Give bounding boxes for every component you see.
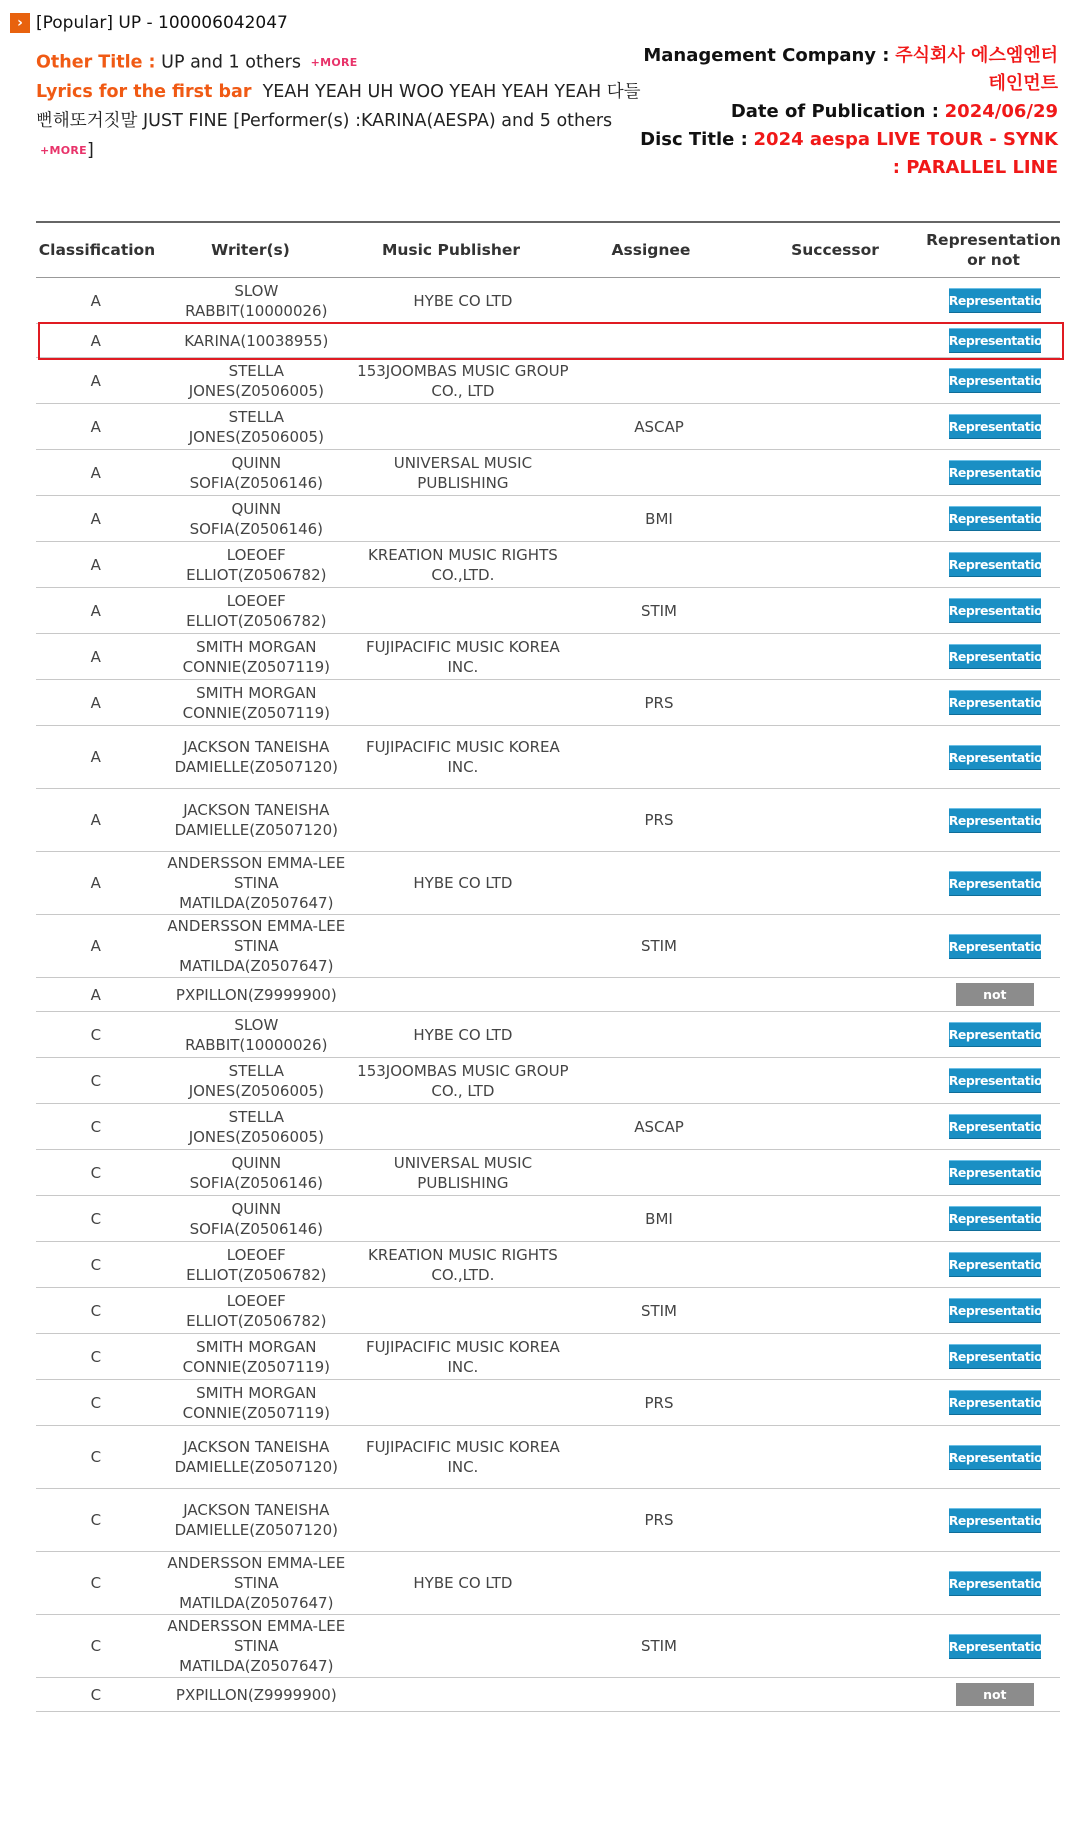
- cell-representation: [930, 1489, 1060, 1551]
- representation-button[interactable]: Representation: [949, 414, 1041, 439]
- cell-assignee: [569, 1334, 749, 1379]
- cell-assignee: [569, 1242, 749, 1287]
- cell-successor: [749, 1552, 929, 1614]
- cell-music-publisher: FUJIPACIFIC MUSIC KOREA INC.: [365, 637, 560, 676]
- cell-writer: JACKSON TANEISHA DAMIELLE(Z0507120): [174, 1501, 338, 1539]
- cell-successor: [749, 789, 929, 851]
- cell-successor: [749, 1426, 929, 1488]
- table-row: [36, 1196, 1060, 1242]
- header-music-publisher: Music Publisher: [381, 241, 521, 259]
- management-value: 주식회사 에스엠엔터테인먼트: [895, 45, 1058, 94]
- representation-button[interactable]: Representation: [949, 288, 1041, 313]
- cell-successor: [749, 915, 929, 977]
- cell-representation: [930, 1334, 1060, 1379]
- cell-representation: [930, 852, 1060, 914]
- cell-successor: [749, 450, 929, 495]
- cell-music-publisher: [357, 978, 569, 1011]
- cell-successor: [749, 1615, 929, 1677]
- table-header: [36, 223, 1060, 278]
- cell-writer: SMITH MORGAN CONNIE(Z0507119): [182, 1383, 331, 1422]
- cell-assignee: [569, 1552, 749, 1614]
- cell-successor: [749, 1242, 929, 1287]
- cell-assignee: [569, 852, 749, 914]
- representation-button[interactable]: Representation: [949, 1298, 1041, 1323]
- cell-classification: A: [90, 509, 101, 528]
- publication-line: [638, 98, 1058, 126]
- other-title-line: [36, 48, 648, 78]
- publication-label: Date of Publication :: [730, 101, 939, 122]
- cell-representation: [930, 726, 1060, 788]
- table-row: [36, 726, 1060, 789]
- table-row: [36, 1242, 1060, 1288]
- table-row: [36, 404, 1060, 450]
- cell-classification: A: [90, 331, 101, 350]
- cell-assignee: [569, 1426, 749, 1488]
- cell-representation: [930, 1380, 1060, 1425]
- cell-classification: A: [90, 555, 101, 574]
- cell-classification: C: [90, 1025, 102, 1044]
- not-represented-button[interactable]: not: [956, 1683, 1034, 1706]
- cell-writer: JACKSON TANEISHA DAMIELLE(Z0507120): [174, 1438, 338, 1476]
- cell-writer: QUINN SOFIA(Z0506146): [189, 1199, 324, 1238]
- cell-representation: [930, 634, 1060, 679]
- cell-successor: [749, 358, 929, 403]
- cell-assignee: STIM: [640, 937, 678, 955]
- cell-writer: STELLA JONES(Z0506005): [188, 1107, 324, 1146]
- cell-music-publisher: [357, 496, 569, 541]
- cell-representation: [930, 1678, 1060, 1711]
- cell-music-publisher: UNIVERSAL MUSIC PUBLISHING: [393, 453, 533, 492]
- cell-writer: ANDERSSON EMMA-LEE STINA MATILDA(Z0507647): [167, 1554, 346, 1612]
- cell-classification: C: [90, 1637, 102, 1655]
- cell-classification: C: [90, 1071, 102, 1090]
- cell-successor: [749, 542, 929, 587]
- cell-classification: C: [90, 1301, 102, 1320]
- cell-writer: QUINN SOFIA(Z0506146): [189, 499, 324, 538]
- cell-music-publisher: [357, 1678, 569, 1711]
- header-successor: Successor: [791, 241, 879, 259]
- cell-successor: [749, 680, 929, 725]
- table-row: [36, 1426, 1060, 1489]
- cell-writer: LOEOEF ELLIOT(Z0506782): [186, 591, 327, 630]
- cell-music-publisher: [357, 1196, 569, 1241]
- table-row: [36, 588, 1060, 634]
- cell-writer: SLOW RABBIT(10000026): [185, 1015, 328, 1054]
- cell-classification: C: [90, 1685, 102, 1704]
- cell-assignee: [569, 542, 749, 587]
- table-row: [36, 542, 1060, 588]
- representation-button[interactable]: Representation: [949, 506, 1041, 531]
- cell-music-publisher: [357, 1104, 569, 1149]
- table-row: [36, 1150, 1060, 1196]
- cell-classification: C: [90, 1393, 102, 1412]
- cell-assignee: [569, 358, 749, 403]
- cell-representation: [930, 1288, 1060, 1333]
- more-button[interactable]: +MORE: [310, 56, 358, 69]
- cell-representation: [930, 1615, 1060, 1677]
- cell-successor: [749, 726, 929, 788]
- cell-classification: A: [90, 417, 101, 436]
- cell-writer: QUINN SOFIA(Z0506146): [189, 453, 324, 492]
- cell-successor: [749, 852, 929, 914]
- cell-assignee: [569, 1150, 749, 1195]
- cell-assignee: [569, 1678, 749, 1711]
- cell-music-publisher: 153JOOMBAS MUSIC GROUP CO., LTD: [357, 361, 569, 400]
- cell-music-publisher: HYBE CO LTD: [413, 874, 513, 892]
- cell-assignee: PRS: [644, 811, 674, 829]
- cell-successor: [749, 588, 929, 633]
- cell-writer: SMITH MORGAN CONNIE(Z0507119): [182, 1337, 331, 1376]
- cell-writer: KARINA(10038955): [184, 331, 329, 350]
- header-assignee: Assignee: [611, 241, 691, 259]
- representation-button[interactable]: Representation: [949, 745, 1041, 770]
- lyrics-value: YEAH YEAH UH WOO YEAH YEAH YEAH 다들뻔해또거짓말 JUST FINE [Performer(s) :KARINA(AESPA) and 5 others: [36, 81, 641, 131]
- page-header: [10, 10, 288, 36]
- cell-classification: C: [90, 1448, 102, 1466]
- lyrics-line: [36, 78, 648, 166]
- cell-classification: A: [90, 647, 101, 666]
- representation-button[interactable]: Representation: [949, 871, 1041, 896]
- table-row: [36, 1334, 1060, 1380]
- cell-representation: [930, 324, 1060, 357]
- representation-button[interactable]: Representation: [949, 1022, 1041, 1047]
- cell-assignee: PRS: [644, 693, 674, 712]
- cell-music-publisher: [357, 588, 569, 633]
- cell-classification: C: [90, 1163, 102, 1182]
- cell-assignee: [569, 450, 749, 495]
- cell-music-publisher: HYBE CO LTD: [413, 1025, 513, 1044]
- cell-classification: C: [90, 1117, 102, 1136]
- header-classification: Classification: [38, 241, 156, 259]
- cell-assignee: [569, 1058, 749, 1103]
- cell-representation: [930, 450, 1060, 495]
- cell-classification: A: [90, 874, 101, 892]
- representation-button[interactable]: Representation: [949, 1206, 1041, 1231]
- cell-music-publisher: UNIVERSAL MUSIC PUBLISHING: [393, 1153, 533, 1192]
- cell-representation: [930, 1196, 1060, 1241]
- cell-successor: [749, 1288, 929, 1333]
- cell-assignee: ASCAP: [634, 417, 684, 436]
- table-row: [36, 915, 1060, 978]
- representation-button[interactable]: Representation: [949, 1445, 1041, 1470]
- cell-successor: [749, 1058, 929, 1103]
- management-label: Management Company :: [643, 45, 890, 66]
- publication-value: 2024/06/29: [944, 101, 1058, 122]
- cell-assignee: [569, 324, 749, 357]
- cell-writer: ANDERSSON EMMA-LEE STINA MATILDA(Z0507647): [167, 917, 346, 975]
- cell-representation: [930, 1242, 1060, 1287]
- table-row: [36, 358, 1060, 404]
- cell-classification: A: [90, 811, 101, 829]
- cell-writer: LOEOEF ELLIOT(Z0506782): [186, 545, 327, 584]
- cell-successor: [749, 278, 929, 323]
- cell-music-publisher: FUJIPACIFIC MUSIC KOREA INC.: [365, 1438, 560, 1476]
- cell-representation: [930, 680, 1060, 725]
- song-info: [36, 48, 648, 165]
- cell-assignee: STIM: [640, 1301, 678, 1320]
- cell-writer: STELLA JONES(Z0506005): [188, 361, 324, 400]
- cell-assignee: PRS: [644, 1393, 674, 1412]
- table-row: [36, 1058, 1060, 1104]
- cell-successor: [749, 1678, 929, 1711]
- cell-writer: LOEOEF ELLIOT(Z0506782): [186, 1291, 327, 1330]
- cell-representation: [930, 915, 1060, 977]
- cell-representation: [930, 404, 1060, 449]
- representation-button[interactable]: Representation: [949, 1068, 1041, 1093]
- cell-classification: C: [90, 1255, 102, 1274]
- cell-representation: [930, 1552, 1060, 1614]
- cell-assignee: ASCAP: [634, 1117, 684, 1136]
- cell-writer: ANDERSSON EMMA-LEE STINA MATILDA(Z0507647): [167, 854, 346, 912]
- not-represented-button[interactable]: not: [956, 983, 1034, 1006]
- table-row: [36, 1380, 1060, 1426]
- cell-representation: [930, 542, 1060, 587]
- representation-button[interactable]: Representation: [949, 368, 1041, 393]
- cell-successor: [749, 1489, 929, 1551]
- representation-button[interactable]: Representation: [949, 1160, 1041, 1185]
- representation-button[interactable]: Representation: [949, 690, 1041, 715]
- cell-classification: A: [90, 748, 101, 766]
- header-writers: Writer(s): [211, 241, 290, 259]
- rights-table: [36, 221, 1060, 1712]
- representation-button[interactable]: Representation: [949, 934, 1041, 959]
- cell-assignee: [569, 634, 749, 679]
- representation-button[interactable]: Representation: [949, 328, 1041, 353]
- cell-assignee: [569, 726, 749, 788]
- representation-button[interactable]: Representation: [949, 598, 1041, 623]
- cell-successor: [749, 1380, 929, 1425]
- table-row: [36, 852, 1060, 915]
- cell-successor: [749, 324, 929, 357]
- cell-representation: [930, 1058, 1060, 1103]
- other-title-label: Other Title :: [36, 52, 156, 73]
- cell-writer: JACKSON TANEISHA DAMIELLE(Z0507120): [174, 738, 338, 776]
- cell-representation: [930, 496, 1060, 541]
- cell-assignee: PRS: [644, 1511, 674, 1529]
- representation-button[interactable]: Representation: [949, 1114, 1041, 1139]
- cell-successor: [749, 404, 929, 449]
- cell-writer: SMITH MORGAN CONNIE(Z0507119): [182, 637, 331, 676]
- cell-music-publisher: HYBE CO LTD: [413, 1574, 513, 1592]
- representation-button[interactable]: Representation: [949, 1390, 1041, 1415]
- cell-music-publisher: [357, 915, 569, 977]
- header-representation: Representation or not: [926, 231, 1061, 269]
- representation-button[interactable]: Representation: [949, 1634, 1041, 1659]
- cell-classification: A: [90, 291, 101, 310]
- cell-assignee: BMI: [645, 1209, 673, 1228]
- cell-assignee: STIM: [640, 601, 678, 620]
- table-row: [36, 324, 1060, 358]
- management-line: [638, 42, 1058, 98]
- table-row: [36, 1552, 1060, 1615]
- cell-music-publisher: [357, 680, 569, 725]
- cell-classification: A: [90, 937, 101, 955]
- representation-button[interactable]: Representation: [949, 644, 1041, 669]
- cell-classification: A: [90, 985, 101, 1004]
- representation-button[interactable]: Representation: [949, 1252, 1041, 1277]
- cell-classification: C: [90, 1209, 102, 1228]
- cell-representation: [930, 358, 1060, 403]
- cell-assignee: [569, 1012, 749, 1057]
- cell-successor: [749, 496, 929, 541]
- cell-music-publisher: [357, 789, 569, 851]
- cell-successor: [749, 978, 929, 1011]
- table-row: [36, 1615, 1060, 1678]
- table-row: [36, 978, 1060, 1012]
- chevron-right-icon: ›: [10, 13, 30, 33]
- cell-representation: [930, 1012, 1060, 1057]
- cell-writer: SLOW RABBIT(10000026): [185, 281, 328, 320]
- representation-button[interactable]: Representation: [949, 1571, 1041, 1596]
- cell-assignee: [569, 978, 749, 1011]
- cell-assignee: [569, 278, 749, 323]
- cell-music-publisher: [357, 1380, 569, 1425]
- cell-music-publisher: KREATION MUSIC RIGHTS CO.,LTD.: [368, 1245, 558, 1284]
- cell-writer: JACKSON TANEISHA DAMIELLE(Z0507120): [174, 801, 338, 839]
- cell-music-publisher: FUJIPACIFIC MUSIC KOREA INC.: [365, 1337, 560, 1376]
- cell-classification: A: [90, 693, 101, 712]
- disc-line: [638, 126, 1058, 182]
- cell-representation: [930, 278, 1060, 323]
- cell-music-publisher: HYBE CO LTD: [413, 291, 513, 310]
- cell-classification: C: [90, 1574, 102, 1592]
- cell-music-publisher: KREATION MUSIC RIGHTS CO.,LTD.: [368, 545, 558, 584]
- table-row: [36, 680, 1060, 726]
- cell-writer: STELLA JONES(Z0506005): [188, 1061, 324, 1100]
- representation-button[interactable]: Representation: [949, 808, 1041, 833]
- cell-classification: C: [90, 1511, 102, 1529]
- table-row: [36, 634, 1060, 680]
- other-title-value: UP and 1 others: [161, 52, 301, 73]
- cell-classification: C: [90, 1347, 102, 1366]
- table-row: [36, 1678, 1060, 1712]
- cell-assignee: STIM: [640, 1637, 678, 1655]
- cell-successor: [749, 1196, 929, 1241]
- cell-representation: [930, 1426, 1060, 1488]
- disc-label: Disc Title :: [640, 129, 748, 150]
- table-row: [36, 789, 1060, 852]
- cell-music-publisher: [357, 324, 569, 357]
- table-row: [36, 1288, 1060, 1334]
- release-info: [638, 42, 1058, 182]
- table-row: [36, 1012, 1060, 1058]
- cell-music-publisher: [357, 1615, 569, 1677]
- cell-successor: [749, 1012, 929, 1057]
- representation-button[interactable]: Representation: [949, 1344, 1041, 1369]
- cell-representation: [930, 978, 1060, 1011]
- cell-classification: A: [90, 601, 101, 620]
- table-row: [36, 278, 1060, 324]
- cell-writer: PXPILLON(Z9999900): [175, 985, 337, 1004]
- cell-representation: [930, 588, 1060, 633]
- cell-music-publisher: [357, 1288, 569, 1333]
- cell-assignee: BMI: [645, 509, 673, 528]
- cell-successor: [749, 1334, 929, 1379]
- table-row: [36, 496, 1060, 542]
- table-body: [36, 278, 1060, 1712]
- representation-button[interactable]: Representation: [949, 460, 1041, 485]
- more-button[interactable]: +MORE: [40, 143, 87, 157]
- cell-writer: SMITH MORGAN CONNIE(Z0507119): [182, 683, 331, 722]
- cell-writer: ANDERSSON EMMA-LEE STINA MATILDA(Z0507647): [167, 1617, 346, 1675]
- cell-music-publisher: [357, 1489, 569, 1551]
- cell-representation: [930, 1104, 1060, 1149]
- table-row: [36, 1489, 1060, 1552]
- lyrics-label: Lyrics for the first bar: [36, 81, 252, 102]
- cell-writer: LOEOEF ELLIOT(Z0506782): [186, 1245, 327, 1284]
- lyrics-close: ]: [87, 140, 94, 160]
- cell-classification: A: [90, 371, 101, 390]
- cell-classification: A: [90, 463, 101, 482]
- cell-writer: STELLA JONES(Z0506005): [188, 407, 324, 446]
- cell-successor: [749, 1150, 929, 1195]
- table-row: [36, 450, 1060, 496]
- representation-button[interactable]: Representation: [949, 1508, 1041, 1533]
- cell-successor: [749, 634, 929, 679]
- disc-value: 2024 aespa LIVE TOUR - SYNK : PARALLEL LINE: [753, 129, 1058, 178]
- representation-button[interactable]: Representation: [949, 552, 1041, 577]
- page-title: [Popular] UP - 100006042047: [36, 13, 288, 33]
- table-row: [36, 1104, 1060, 1150]
- cell-successor: [749, 1104, 929, 1149]
- cell-representation: [930, 789, 1060, 851]
- cell-writer: PXPILLON(Z9999900): [175, 1685, 337, 1704]
- cell-representation: [930, 1150, 1060, 1195]
- cell-writer: QUINN SOFIA(Z0506146): [189, 1153, 324, 1192]
- cell-music-publisher: 153JOOMBAS MUSIC GROUP CO., LTD: [357, 1061, 569, 1100]
- cell-music-publisher: [357, 404, 569, 449]
- cell-music-publisher: FUJIPACIFIC MUSIC KOREA INC.: [365, 738, 560, 776]
